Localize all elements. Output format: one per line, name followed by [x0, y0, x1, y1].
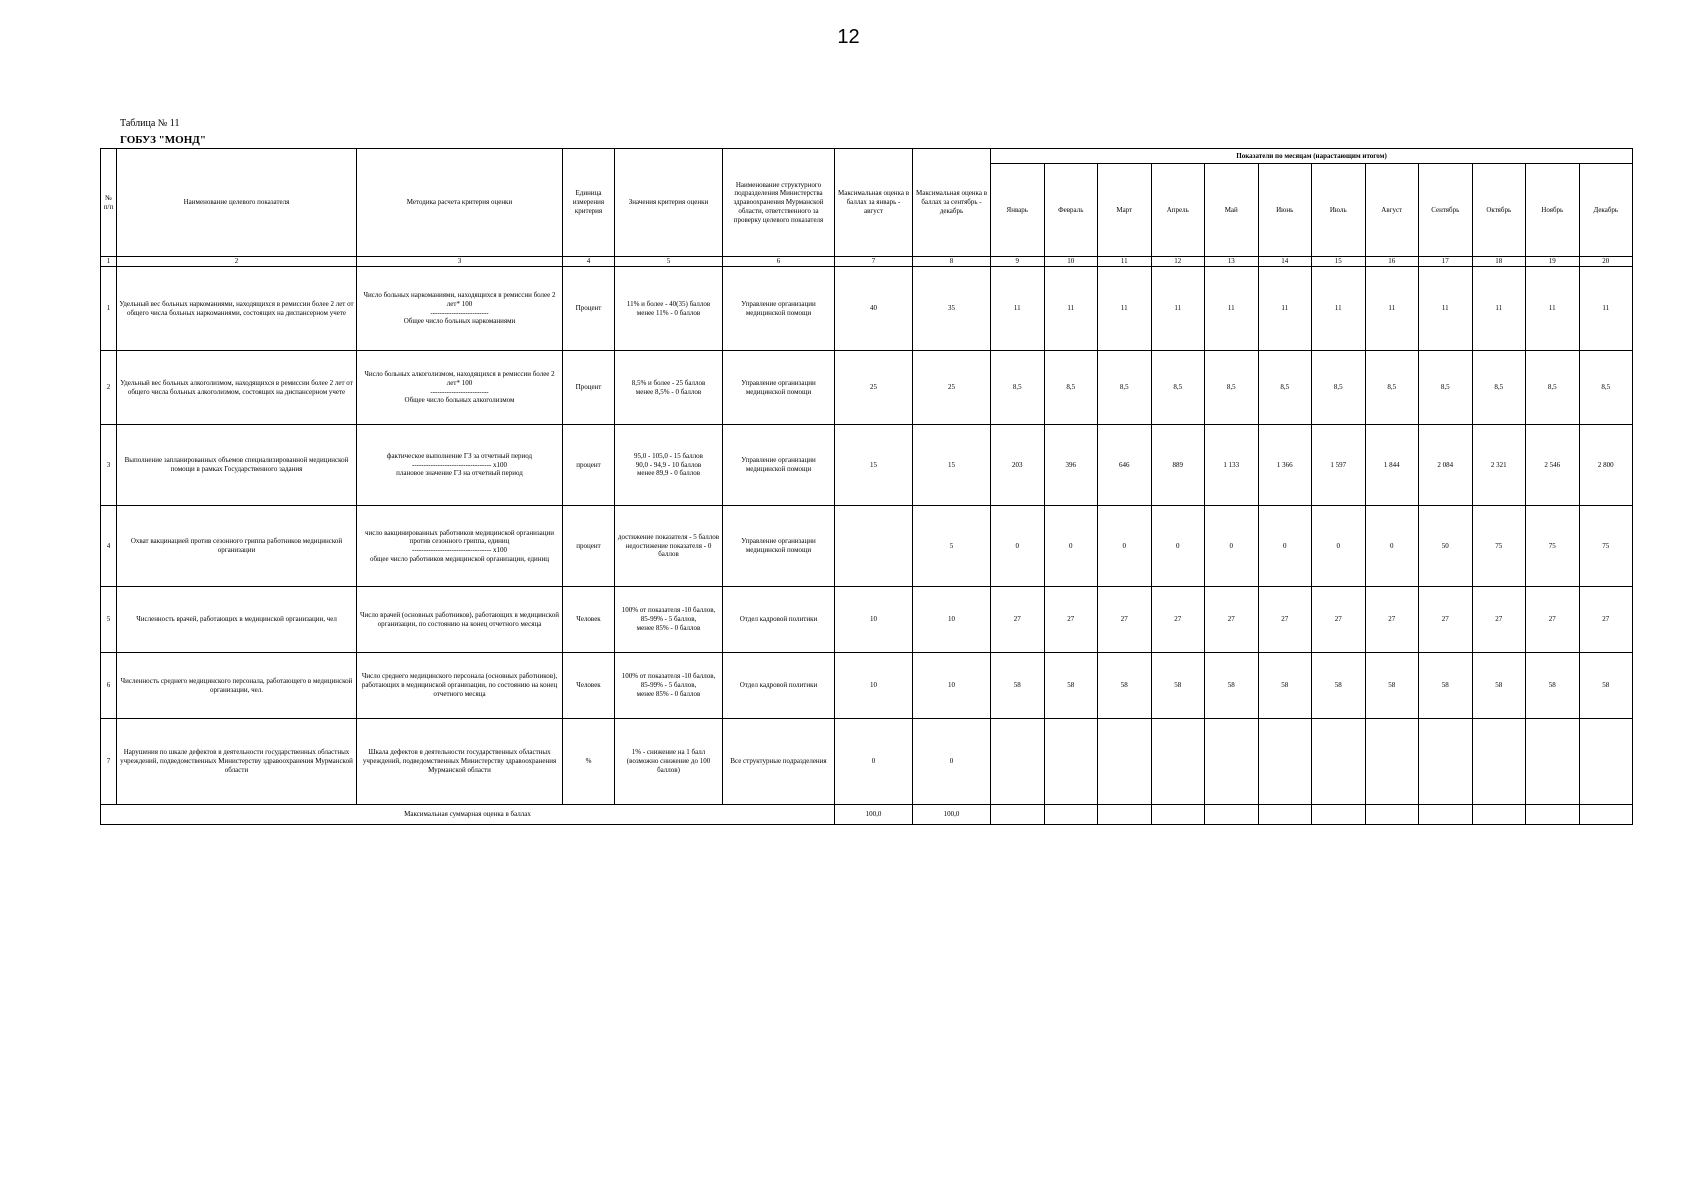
month-value [1205, 719, 1259, 805]
row-num: 5 [101, 587, 117, 653]
unit: Процент [563, 351, 615, 425]
header-unit: Единица измерения критерия [563, 149, 615, 257]
month-value: 27 [1258, 587, 1312, 653]
month-value [1419, 719, 1473, 805]
month-value: 58 [1579, 653, 1633, 719]
max-score-sep-dec: 0 [913, 719, 991, 805]
row-num: 6 [101, 653, 117, 719]
month-value: 58 [1526, 653, 1580, 719]
max-score-jan-aug: 25 [835, 351, 913, 425]
month-value: 203 [991, 425, 1045, 506]
header-method: Методика расчета критерия оценки [357, 149, 563, 257]
total-month-empty [1472, 805, 1526, 825]
month-value: 27 [991, 587, 1045, 653]
column-index: 16 [1365, 257, 1419, 267]
total-month-empty [991, 805, 1045, 825]
month-value: 0 [1205, 506, 1259, 587]
month-value: 1 366 [1258, 425, 1312, 506]
total-row [101, 805, 1633, 825]
total-month-empty [1579, 805, 1633, 825]
total-month-empty [1365, 805, 1419, 825]
column-index: 10 [1044, 257, 1098, 267]
column-index: 6 [723, 257, 835, 267]
month-value: 0 [991, 506, 1045, 587]
month-value [1098, 719, 1152, 805]
month-value: 8,5 [1098, 351, 1152, 425]
row-num: 1 [101, 267, 117, 351]
header-max-sep-dec: Максимальная оценка в баллах за сентябрь - декабрь [913, 149, 991, 257]
column-index: 11 [1098, 257, 1152, 267]
column-index: 12 [1151, 257, 1205, 267]
month-value: 646 [1098, 425, 1152, 506]
unit: Человек [563, 587, 615, 653]
criteria-values: 1% - снижение на 1 балл (возможно снижение до 100 баллов) [615, 719, 723, 805]
month-value: 8,5 [1044, 351, 1098, 425]
header-month: Сентябрь [1419, 164, 1473, 257]
responsible-dept: Управление организации медицинской помощи [723, 506, 835, 587]
month-value: 58 [1258, 653, 1312, 719]
month-value: 8,5 [1579, 351, 1633, 425]
unit: процент [563, 506, 615, 587]
month-value: 11 [1205, 267, 1259, 351]
max-score-jan-aug: 10 [835, 587, 913, 653]
month-value: 11 [1419, 267, 1473, 351]
month-value: 11 [991, 267, 1045, 351]
max-score-sep-dec: 5 [913, 506, 991, 587]
month-value: 75 [1579, 506, 1633, 587]
header-months-group: Показатели по месяцам (нарастающим итогом) [991, 149, 1633, 164]
month-value [1151, 719, 1205, 805]
max-score-jan-aug: 0 [835, 719, 913, 805]
column-index-row [101, 257, 1633, 267]
month-value: 11 [1526, 267, 1580, 351]
month-value: 27 [1312, 587, 1366, 653]
month-value: 889 [1151, 425, 1205, 506]
month-value: 11 [1044, 267, 1098, 351]
table-row [101, 351, 1633, 425]
indicators-table [100, 148, 1633, 825]
header-month: Ноябрь [1526, 164, 1580, 257]
month-value: 58 [1312, 653, 1366, 719]
column-index: 17 [1419, 257, 1473, 267]
column-index: 14 [1258, 257, 1312, 267]
max-score-sep-dec: 10 [913, 653, 991, 719]
table-row [101, 425, 1633, 506]
calc-method: Число врачей (основных работников), работающих в медицинской организации, по состоянию на конец отчетного месяца [357, 587, 563, 653]
month-value: 27 [1472, 587, 1526, 653]
header-month: Май [1205, 164, 1259, 257]
month-value: 27 [1151, 587, 1205, 653]
column-index: 13 [1205, 257, 1259, 267]
month-value: 1 844 [1365, 425, 1419, 506]
month-value: 2 321 [1472, 425, 1526, 506]
header-month: Июнь [1258, 164, 1312, 257]
month-value: 11 [1098, 267, 1152, 351]
month-value: 0 [1365, 506, 1419, 587]
month-value: 1 597 [1312, 425, 1366, 506]
responsible-dept: Все структурные подразделения [723, 719, 835, 805]
month-value: 8,5 [1419, 351, 1473, 425]
month-value: 58 [1044, 653, 1098, 719]
header-name: Наименование целевого показателя [117, 149, 357, 257]
table-row [101, 587, 1633, 653]
month-value: 8,5 [1205, 351, 1259, 425]
header-row [101, 149, 1633, 164]
month-value: 396 [1044, 425, 1098, 506]
calc-method: Число больных наркоманиями, находящихся в ремиссии более 2 лет* 100 ------------------------- Общее число больных наркоманиями [357, 267, 563, 351]
month-value: 58 [991, 653, 1045, 719]
month-value [1579, 719, 1633, 805]
month-value: 11 [1579, 267, 1633, 351]
month-value: 58 [1472, 653, 1526, 719]
month-value: 11 [1472, 267, 1526, 351]
header-month: Февраль [1044, 164, 1098, 257]
total-month-empty [1044, 805, 1098, 825]
month-value: 8,5 [1365, 351, 1419, 425]
month-value: 27 [1579, 587, 1633, 653]
indicator-name: Численность врачей, работающих в медицинской организации, чел [117, 587, 357, 653]
header-max-jan-aug: Максимальная оценка в баллах за январь - август [835, 149, 913, 257]
header-month: Март [1098, 164, 1152, 257]
row-num: 7 [101, 719, 117, 805]
header-month: Июль [1312, 164, 1366, 257]
unit: Процент [563, 267, 615, 351]
total-month-empty [1098, 805, 1152, 825]
column-index: 3 [357, 257, 563, 267]
month-value: 0 [1044, 506, 1098, 587]
calc-method: Число больных алкоголизмом, находящихся в ремиссии более 2 лет* 100 ------------------------- Общее число больных алкоголизмом [357, 351, 563, 425]
month-value: 8,5 [1312, 351, 1366, 425]
header-month: Октябрь [1472, 164, 1526, 257]
indicator-name: Удельный вес больных наркоманиями, находящихся в ремиссии более 2 лет от общего числа больных наркоманиями, состоящих на диспансерном учете [117, 267, 357, 351]
month-value: 27 [1526, 587, 1580, 653]
indicator-name: Выполнение запланированных объемов специализированной медицинской помощи в рамках Государственного задания [117, 425, 357, 506]
total-month-empty [1258, 805, 1312, 825]
month-value: 8,5 [1151, 351, 1205, 425]
total-month-empty [1205, 805, 1259, 825]
month-value: 11 [1258, 267, 1312, 351]
column-index: 5 [615, 257, 723, 267]
calc-method: Шкала дефектов в деятельности государственных областных учреждений, подведомственных Министерству здравоохранения Мурманской области [357, 719, 563, 805]
responsible-dept: Управление организации медицинской помощи [723, 425, 835, 506]
row-num: 3 [101, 425, 117, 506]
month-value: 0 [1312, 506, 1366, 587]
month-value [1472, 719, 1526, 805]
month-value: 11 [1312, 267, 1366, 351]
table-row [101, 719, 1633, 805]
organization-name: ГОБУЗ "МОНД" [120, 134, 206, 146]
total-month-empty [1151, 805, 1205, 825]
month-value: 75 [1526, 506, 1580, 587]
column-index: 9 [991, 257, 1045, 267]
header-month: Декабрь [1579, 164, 1633, 257]
month-value: 2 546 [1526, 425, 1580, 506]
max-score-sep-dec: 35 [913, 267, 991, 351]
month-value [1312, 719, 1366, 805]
table-row [101, 267, 1633, 351]
header-num: № п/п [101, 149, 117, 257]
total-month-empty [1312, 805, 1366, 825]
column-index: 20 [1579, 257, 1633, 267]
criteria-values: 100% от показателя -10 баллов, 85-99% - 5 баллов, менее 85% - 0 баллов [615, 587, 723, 653]
month-value [1526, 719, 1580, 805]
criteria-values: 100% от показателя -10 баллов, 85-99% - 5 баллов, менее 85% - 0 баллов [615, 653, 723, 719]
criteria-values: 11% и более - 40(35) баллов менее 11% - 0 баллов [615, 267, 723, 351]
max-score-sep-dec: 10 [913, 587, 991, 653]
calc-method: фактическое выполнение ГЗ за отчетный период ---------------------------------- х100 плановое значение ГЗ на отчетный период [357, 425, 563, 506]
month-value: 2 084 [1419, 425, 1473, 506]
header-dept: Наименование структурного подразделения Министерства здравоохранения Мурманской области, ответственного за проверку целевого показателя [723, 149, 835, 257]
table-row [101, 653, 1633, 719]
total-month-empty [1526, 805, 1580, 825]
column-index: 7 [835, 257, 913, 267]
calc-method: число вакцинированных работников медицинской организации против сезонного гриппа, единиц ---------------------------------- х100 общее число работников медицинской организации, единиц [357, 506, 563, 587]
month-value: 1 133 [1205, 425, 1259, 506]
unit: процент [563, 425, 615, 506]
month-value [991, 719, 1045, 805]
table-caption: Таблица № 11 [120, 118, 180, 129]
responsible-dept: Отдел кадровой политики [723, 587, 835, 653]
column-index: 2 [117, 257, 357, 267]
month-value: 27 [1419, 587, 1473, 653]
page-number: 12 [837, 26, 860, 48]
criteria-values: достижение показателя - 5 баллов недостижение показателя - 0 баллов [615, 506, 723, 587]
max-score-jan-aug: 40 [835, 267, 913, 351]
column-index: 4 [563, 257, 615, 267]
responsible-dept: Управление организации медицинской помощи [723, 351, 835, 425]
indicator-name: Охват вакцинацией против сезонного гриппа работников медицинской организации [117, 506, 357, 587]
month-value [1365, 719, 1419, 805]
month-value: 58 [1419, 653, 1473, 719]
month-value: 58 [1098, 653, 1152, 719]
total-month-empty [1419, 805, 1473, 825]
total-max1: 100,0 [835, 805, 913, 825]
month-value: 2 800 [1579, 425, 1633, 506]
column-index: 15 [1312, 257, 1366, 267]
header-month: Январь [991, 164, 1045, 257]
header-month: Апрель [1151, 164, 1205, 257]
month-value: 58 [1365, 653, 1419, 719]
month-value: 0 [1258, 506, 1312, 587]
indicator-name: Удельный вес больных алкоголизмом, находящихся в ремиссии более 2 лет от общего числа больных алкоголизмом, состоящих на диспансерном учете [117, 351, 357, 425]
column-index: 8 [913, 257, 991, 267]
row-num: 4 [101, 506, 117, 587]
max-score-sep-dec: 25 [913, 351, 991, 425]
table-row [101, 506, 1633, 587]
max-score-jan-aug: 15 [835, 425, 913, 506]
month-value [1258, 719, 1312, 805]
column-index: 1 [101, 257, 117, 267]
month-value: 58 [1205, 653, 1259, 719]
criteria-values: 95,0 - 105,0 - 15 баллов 90,0 - 94,9 - 10 баллов менее 89,9 - 0 баллов [615, 425, 723, 506]
column-index: 19 [1526, 257, 1580, 267]
indicator-name: Численность среднего медицинского персонала, работающего в медицинской организации, чел. [117, 653, 357, 719]
month-value: 0 [1098, 506, 1152, 587]
month-value: 8,5 [1258, 351, 1312, 425]
calc-method: Число среднего медицинского персонала (основных работников), работающих в медицинской организации, по состоянию на конец отчетного месяца [357, 653, 563, 719]
month-value [1044, 719, 1098, 805]
month-value: 8,5 [1472, 351, 1526, 425]
responsible-dept: Отдел кадровой политики [723, 653, 835, 719]
month-value: 50 [1419, 506, 1473, 587]
total-max2: 100,0 [913, 805, 991, 825]
unit: Человек [563, 653, 615, 719]
month-value: 58 [1151, 653, 1205, 719]
row-num: 2 [101, 351, 117, 425]
max-score-jan-aug: 10 [835, 653, 913, 719]
max-score-jan-aug [835, 506, 913, 587]
month-value: 11 [1365, 267, 1419, 351]
month-value: 27 [1365, 587, 1419, 653]
month-value: 27 [1098, 587, 1152, 653]
column-index: 18 [1472, 257, 1526, 267]
month-value: 75 [1472, 506, 1526, 587]
total-label: Максимальная суммарная оценка в баллах [101, 805, 835, 825]
month-value: 27 [1044, 587, 1098, 653]
month-value: 8,5 [1526, 351, 1580, 425]
responsible-dept: Управление организации медицинской помощи [723, 267, 835, 351]
max-score-sep-dec: 15 [913, 425, 991, 506]
month-value: 0 [1151, 506, 1205, 587]
unit: % [563, 719, 615, 805]
month-value: 8,5 [991, 351, 1045, 425]
month-value: 11 [1151, 267, 1205, 351]
indicator-name: Нарушения по шкале дефектов в деятельности государственных областных учреждений, подведомственных Министерству здравоохранения Мурманской области [117, 719, 357, 805]
month-value: 27 [1205, 587, 1259, 653]
header-month: Август [1365, 164, 1419, 257]
criteria-values: 8,5% и более - 25 баллов менее 8,5% - 0 баллов [615, 351, 723, 425]
header-values: Значения критерия оценки [615, 149, 723, 257]
